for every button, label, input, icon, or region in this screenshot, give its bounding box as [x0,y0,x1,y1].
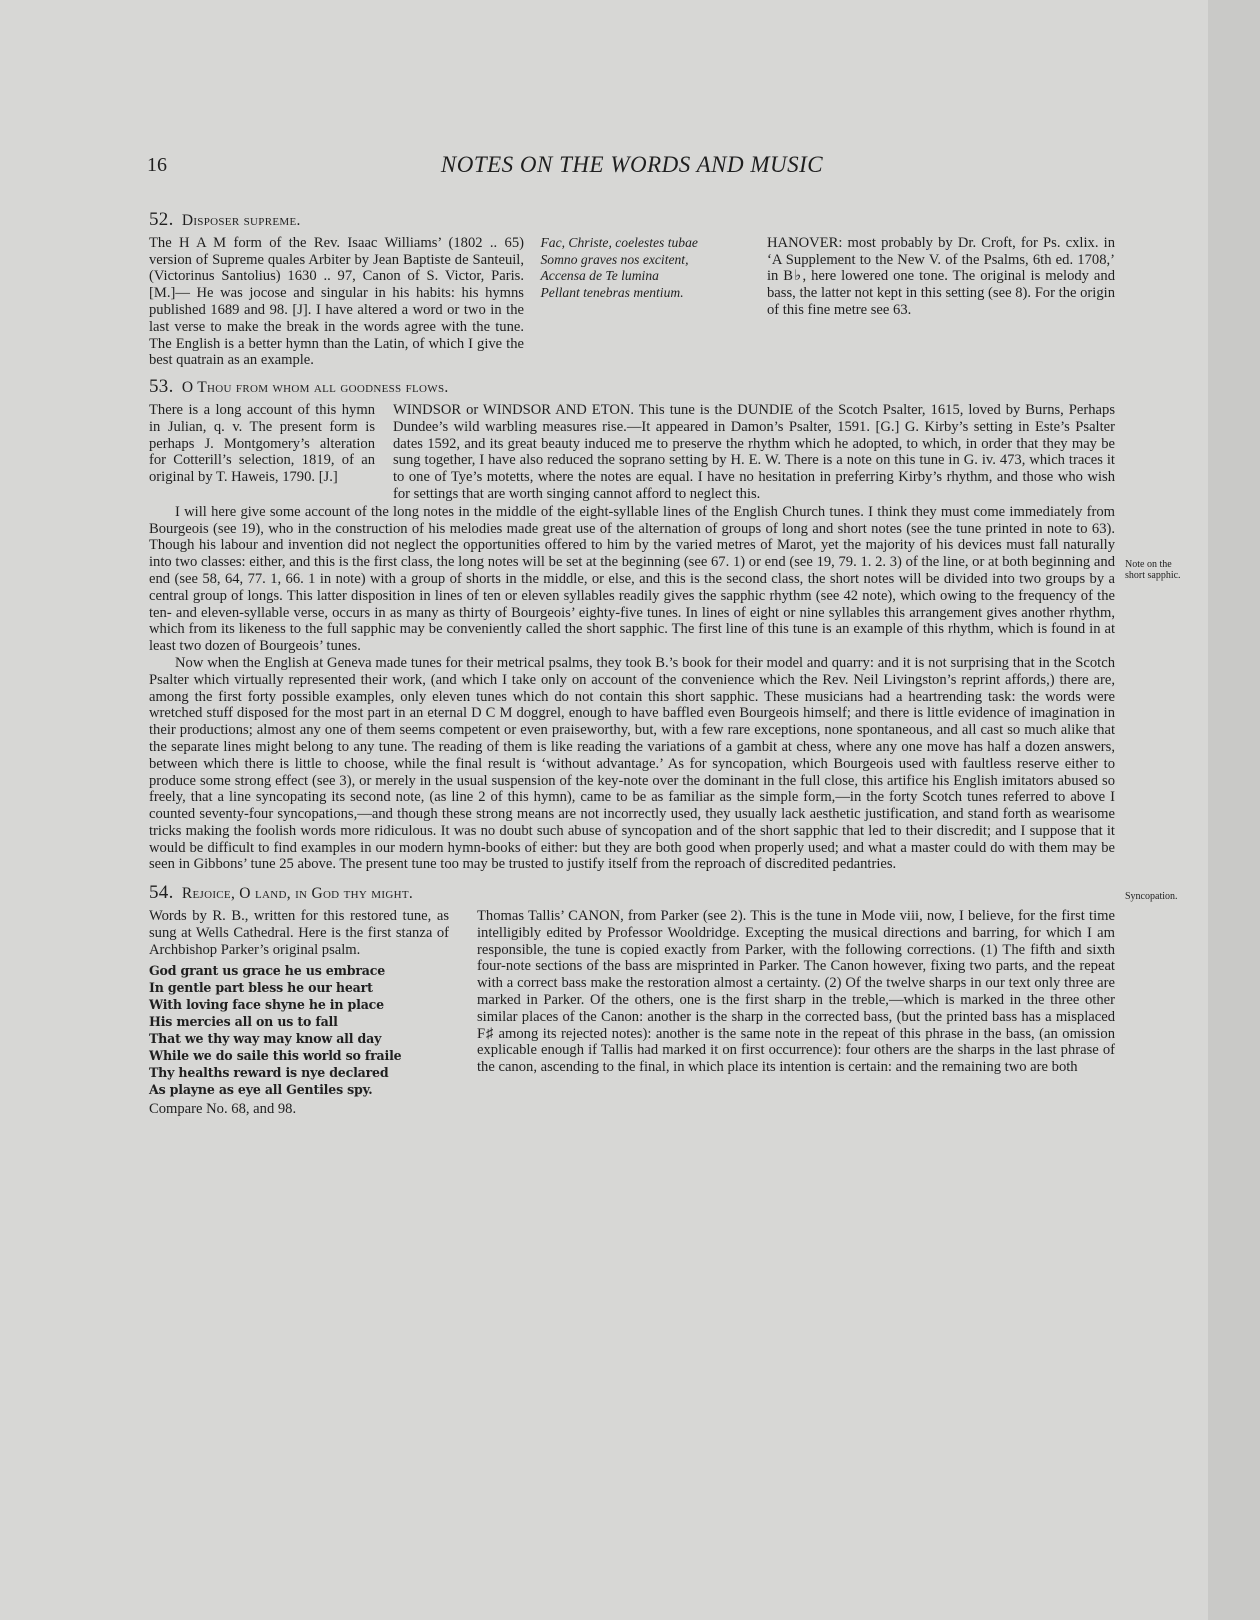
s53-tune-note: WINDSOR or WINDSOR AND ETON. This tune is the DUNDIE of the Scotch Psalter, 1615, loved by Burns, Perhaps Dundee’s wild warbling measures rise.—It appeared in Damon’s Psalter, 1591. [G.] G. Kirby’s setting in Este’s Psalter dates 1592, and its great beauty induced me to preserve the rhythm which he adopted, to which, in order that they may be sung together, I have also reduced the soprano setting by H. E. W. There is a note on this tune in G. iv. 473, which traces it to one of Tye’s motetts, where the notes are equal. I have no hesitation in preferring Kirby’s rhythm, and those who wish for settings that are worth singing cannot afford to neglect this. [393,401,1115,502]
s52-latin-quatrain [541,235,751,369]
s54-tune-note: Thomas Tallis’ CANON, from Parker (see 2). This is the tune in Mode viii, now, I believe, for the first time intelligibly edited by Professor Wooldridge. Excepting the musical directions and barring, for which I am responsible, the tune is copied exactly from Parker, with the following corrections. (1) The fifth and sixth four-note sections of the bass are misprinted in Parker. The Canon however, fixing two parts, and the repeat with a correct bass make the restoration almost a certainty. (2) Of the twelve sharps in our text only three are marked in Parker. Of the others, one is the first sharp in the treble,—which is marked in the three other similar places of the Canon: another is the sharp in the corrected bass, (but the printed bass has a misplaced F♯ among its rejected notes): another is the same note in the repeat of this phrase in the bass, (an omission explicable enough if Tallis had marked it on first occurrence): four others are the sharps in the last phrase of the canon, ascending to the final, in which place its intention is certain: and the remaining two are both [477,908,1115,1076]
psalm-line: That we thy way may know all day [149,1031,382,1047]
psalm-line: His mercies all on us to fall [149,1014,338,1030]
section-53 [149,402,1115,503]
s53-hymn-note: There is a long account of this hymn in Julian, q. v. The present form is perhaps J. Montgomery’s alteration for Cotterill’s selection, 1819, of an original by T. Haweis, 1790. [J.] [149,401,375,486]
margin-note-syncopation: Syncopation. [1125,890,1178,902]
s52-commentary: The H A M form of the Rev. Isaac Williams’ (1802 .. 65) version of Supreme quales Arbiter by Jean Baptiste de Santeuil, (Victorinus Santolius) 1630 .. 97, Canon of S. Victor, Paris. [M.]— He was jocose and singular in his habits: his hymns published 1689 and 98. [J]. I have altered a word or two in the last verse to make the break in the words agree with the tune. The English is a better hymn than the Latin, of which I give the best quatrain as an example. [149,234,524,369]
section-number: 53. [149,376,174,398]
page-body [149,209,1181,1118]
page-number: 16 [147,154,167,176]
latin-line: Somno graves nos excitent, [540,251,689,267]
section-number: 52. [149,209,174,230]
running-title: NOTES ON THE WORDS AND MUSIC [440,152,824,177]
section-54-heading [149,882,1115,904]
section-52-heading [149,209,1115,230]
essay-paragraph: I will here give some account of the long notes in the middle of the eight-syllable lines of the English Church tunes. I think they must come immediately from Bourgeois (see 19), who in the construction of his melodies made great use of the alternation of groups of long and short notes (see the tune printed in note to 63). Though his labour and invention did not neglect the opportunities offered to him by the varied metres of Marot, yet the majority of his devices must fall naturally into two classes: either, and this is the first class, the long notes will be set at the beginning (see 67. 1) or end (see 19, 79. 1. 2. 3) of the line, or at both beginning and end (see 58, 64, 77. 1, 66. 1 in note) with a group of shorts in the middle, or else, and this is the second class, the short notes will be divided into two groups by a central group of longs. This latter disposition in lines of ten or eleven syllables readily gives the sapphic rhythm (see 42 note), which owing to the frequency of the ten- and eleven-syllable verse, occurs in as many as thirty of Bourgeois’ eighty-five tunes. In lines of eight or nine syllables this arrangement gives another rhythm, which from its likeness to the full sapphic may be conveniently called the short sapphic. The first line of this tune is an example of this rhythm, which is found in at least two dozen of Bourgeois’ tunes. [149,503,1115,655]
section-number: 54. [149,882,174,904]
section-title: Disposer supreme. [181,212,301,229]
s54-words-column [149,908,449,1118]
margin-note-short-sapphic: Note on the short sapphic. [1125,558,1181,581]
s54-compare: Compare No. 68, and 98. [149,1101,297,1118]
page-edge [1208,0,1260,1620]
psalm-line: As playne as eye all Gentiles spy. [149,1082,373,1098]
latin-line: Pellant tenebras mentium. [540,285,684,301]
latin-line: Accensa de Te lumina [540,268,659,284]
section-title: Rejoice, O land, in God thy might. [181,885,414,903]
parker-psalm-stanza [149,962,449,1098]
psalm-line: God grant us grace he us embrace [149,963,386,979]
psalm-line: In gentle part bless he our heart [149,980,373,996]
psalm-line: Thy healths reward is nye declared [149,1065,389,1081]
section-53-heading [149,376,1115,398]
section-title: O Thou from whom all goodness flows. [181,379,449,397]
latin-line: Fac, Christe, coelestes tubae [540,234,698,250]
s52-tune-note: HANOVER: most probably by Dr. Croft, for Ps. cxlix. in ‘A Supplement to the New V. of the Psalms, 6th ed. 1708,’ in B♭, here lowered one tone. The original is melody and bass, the latter not kept in this setting (see 8). For the origin of this fine metre see 63. [767,234,1115,318]
psalm-line: While we do saile this world so fraile [149,1048,402,1064]
page-header [147,152,1117,186]
section-54 [149,908,1115,1118]
psalm-line: With loving face shyne he in place [149,997,384,1013]
s54-intro: Words by R. B., written for this restored tune, as sung at Wells Cathedral. Here is the first stanza of Archbishop Parker’s original psalm. [149,908,449,958]
section-52 [149,235,1115,369]
essay-paragraph: Now when the English at Geneva made tunes for their metrical psalms, they took B.’s book for their model and quarry: and it is not surprising that in the Scotch Psalter which virtually represented their work, (and which I take only on account of the convenience which the Rev. Neil Livingston’s reprint affords,) there are, among the first forty possible examples, only eleven tunes which do not contain this short sapphic. These musicians had a heartrending task: the words were wretched stuff disposed for the most part in an eternal D C M doggrel, enough to have baffled even Bourgeois himself; and there is little evidence of imagination in their productions; almost any one of them seems competent or even praiseworthy, but, with a few rare exceptions, none spontaneous, and all cast so much alike that the separate lines might belong to any tune. The reading of them is like reading the variations of a gambit at chess, where any one move has half a dozen answers, between which there is little to choose, while the final result is ‘without advantage.’ As for syncopation, which Bourgeois used with faultless reserve either to produce some strong effect (see 3), or merely in the usual suspension of the key-note over the dominant in the full close, this artifice his English imitators abused so freely, that a line syncopating its second note, (as line 2 of this hymn), came to be as familiar as the simple form,—in the forty Scotch tunes referred to above I counted seventy-four syncopations,—and though these strong means are not incorrectly used, they usually lack aesthetic justification, and stand forth as wearisome tricks making the foolish words more ridiculous. It was no doubt such abuse of syncopation and of the short sapphic that led to their discredit; and I suppose that it would be difficult to find examples in our modern hymn-books of either: but they are both good when properly used; and what a master could do with them may be seen in Gibbons’ tune 25 above. The present tune too may be trusted to justify itself from the reproach of discredited pedantries. [149,654,1115,873]
